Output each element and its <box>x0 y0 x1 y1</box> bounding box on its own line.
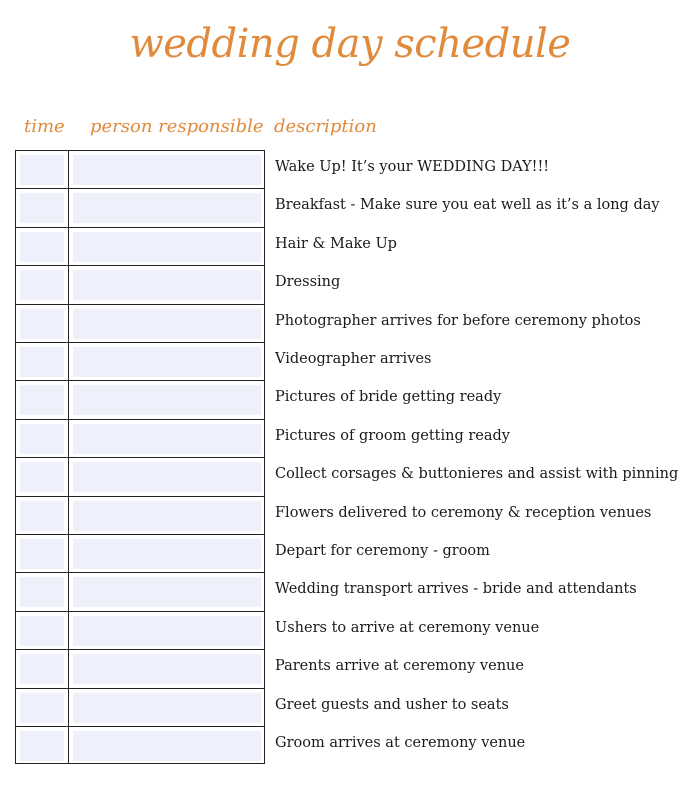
schedule-description: Flowers delivered to ceremony & reception venues <box>275 504 652 521</box>
schedule-row <box>16 305 264 343</box>
time-field[interactable] <box>20 731 64 761</box>
person-responsible-field[interactable] <box>73 424 261 454</box>
time-field[interactable] <box>20 232 64 262</box>
column-header-person-responsible: person responsible <box>90 116 264 137</box>
schedule-description: Ushers to arrive at ceremony venue <box>275 619 540 636</box>
person-responsible-field[interactable] <box>73 501 261 531</box>
column-header-description: description <box>274 116 377 137</box>
person-responsible-field[interactable] <box>73 577 261 607</box>
person-responsible-field[interactable] <box>73 654 261 684</box>
time-field[interactable] <box>20 539 64 569</box>
person-responsible-field[interactable] <box>73 309 261 339</box>
schedule-description: Dressing <box>275 274 341 291</box>
time-field[interactable] <box>20 462 64 492</box>
schedule-row <box>16 612 264 650</box>
schedule-description: Pictures of bride getting ready <box>275 389 502 406</box>
column-headers <box>0 116 680 144</box>
person-responsible-field[interactable] <box>73 270 261 300</box>
time-field[interactable] <box>20 654 64 684</box>
schedule-description: Groom arrives at ceremony venue <box>275 735 526 751</box>
person-responsible-field[interactable] <box>73 193 261 223</box>
schedule-row <box>16 266 264 304</box>
schedule-description: Collect corsages & buttonieres and assist with pinning <box>275 466 679 483</box>
time-field[interactable] <box>20 270 64 300</box>
time-field[interactable] <box>20 385 64 415</box>
schedule-row <box>16 727 264 765</box>
schedule-description: Greet guests and usher to seats <box>275 696 509 713</box>
time-field[interactable] <box>20 424 64 454</box>
time-field[interactable] <box>20 693 64 723</box>
person-responsible-field[interactable] <box>73 539 261 569</box>
schedule-row <box>16 497 264 535</box>
schedule-row <box>16 535 264 573</box>
person-responsible-field[interactable] <box>73 155 261 185</box>
time-field[interactable] <box>20 155 64 185</box>
schedule-row <box>16 573 264 611</box>
person-responsible-field[interactable] <box>73 693 261 723</box>
time-field[interactable] <box>20 501 64 531</box>
time-field[interactable] <box>20 616 64 646</box>
column-header-time: time <box>24 116 65 137</box>
person-responsible-field[interactable] <box>73 347 261 377</box>
schedule-description: Videographer arrives <box>275 351 432 367</box>
schedule-row <box>16 189 264 227</box>
person-responsible-field[interactable] <box>73 385 261 415</box>
time-field[interactable] <box>20 193 64 223</box>
schedule-row <box>16 151 264 189</box>
schedule-row <box>16 458 264 496</box>
schedule-description: Pictures of groom getting ready <box>275 427 510 444</box>
page-title: wedding day schedule <box>129 21 571 67</box>
schedule-description: Breakfast - Make sure you eat well as it’s a long day <box>275 197 660 214</box>
schedule-row <box>16 228 264 266</box>
schedule-row <box>16 650 264 688</box>
schedule-description: Photographer arrives for before ceremony photos <box>275 312 641 329</box>
schedule-grid <box>15 150 265 764</box>
time-field[interactable] <box>20 309 64 339</box>
schedule-description: Parents arrive at ceremony venue <box>275 658 524 675</box>
person-responsible-field[interactable] <box>73 232 261 262</box>
schedule-row <box>16 689 264 727</box>
schedule-description: Wedding transport arrives - bride and attendants <box>275 581 637 598</box>
schedule-row <box>16 420 264 458</box>
schedule-row <box>16 381 264 419</box>
person-responsible-field[interactable] <box>73 616 261 646</box>
person-responsible-field[interactable] <box>73 731 261 761</box>
schedule-description: Depart for ceremony - groom <box>275 543 490 559</box>
time-field[interactable] <box>20 577 64 607</box>
schedule-description: Hair & Make Up <box>275 235 397 252</box>
person-responsible-field[interactable] <box>73 462 261 492</box>
schedule-description: Wake Up! It’s your WEDDING DAY!!! <box>275 159 550 175</box>
time-field[interactable] <box>20 347 64 377</box>
schedule-row <box>16 343 264 381</box>
